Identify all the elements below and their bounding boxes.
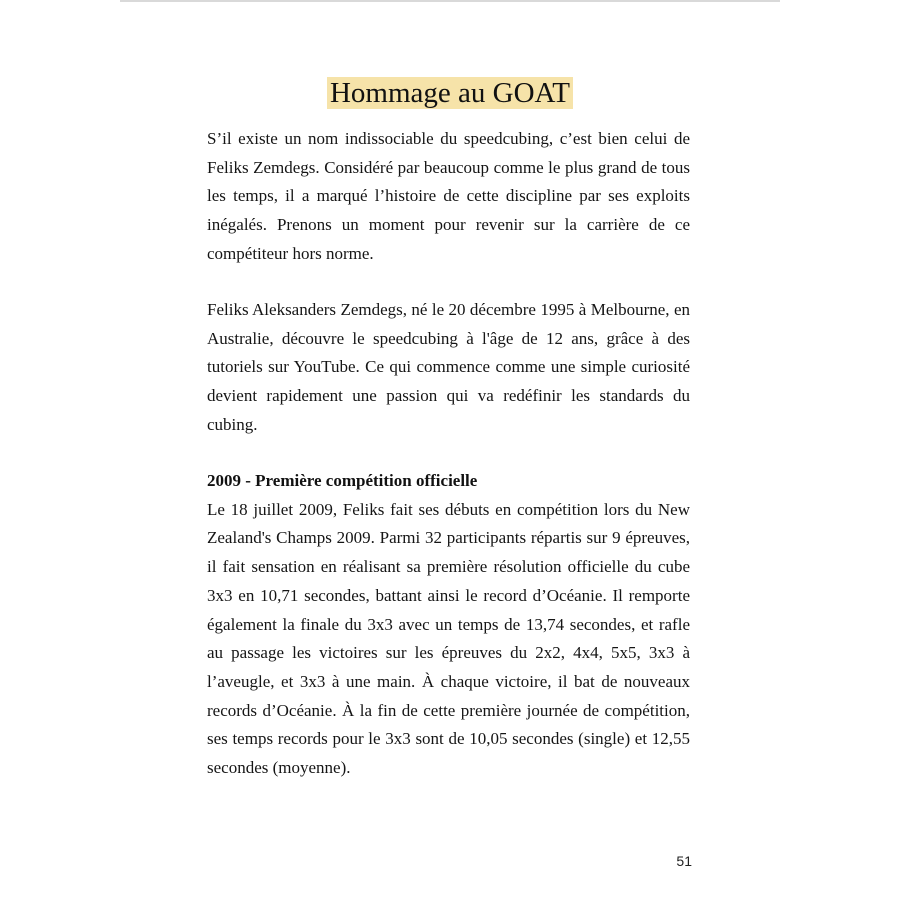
page-title xyxy=(0,75,900,111)
section-2009-heading: 2009 - Première compétition officielle xyxy=(207,471,478,490)
section-2009-paragraph: Le 18 juillet 2009, Feliks fait ses débuts en compétition lors du New Zealand's Champs 2009. Parmi 32 participants répartis sur 9 épreuves, il fait sensation en réalisant sa première résolution officielle du cube 3x3 en 10,71 secondes, battant ainsi le record d’Océanie. Il remporte également la finale du 3x3 avec un temps de 13,74 secondes, et rafle au passage les victoires sur les épreuves du 2x2, 4x4, 5x5, 3x3 à l’aveugle, et 3x3 à une main. À chaque victoire, il bat de nouveaux records d’Océanie. À la fin de cette première journée de compétition, ses temps records pour le 3x3 sont de 10,05 secondes (single) et 12,55 secondes (moyenne). xyxy=(207,499,690,778)
page-title-text: Hommage au GOAT xyxy=(327,77,573,109)
intro-section xyxy=(207,125,690,269)
bio-paragraph: Feliks Aleksanders Zemdegs, né le 20 décembre 1995 à Melbourne, en Australie, découvre le speedcubing à l'âge de 12 ans, grâce à des tutoriels sur YouTube. Ce qui commence comme une simple curiosité devient rapidement une passion qui va redéfinir les standards du cubing. xyxy=(207,300,690,434)
page-number: 51 xyxy=(676,853,692,869)
top-divider xyxy=(120,0,780,2)
bio-section xyxy=(207,296,690,440)
section-2009 xyxy=(207,467,690,783)
intro-paragraph: S’il existe un nom indissociable du speedcubing, c’est bien celui de Feliks Zemdegs. Considéré par beaucoup comme le plus grand de tous les temps, il a marqué l’histoire de cette discipline par ses exploits inégalés. Prenons un moment pour revenir sur la carrière de ce compétiteur hors norme. xyxy=(207,129,690,263)
